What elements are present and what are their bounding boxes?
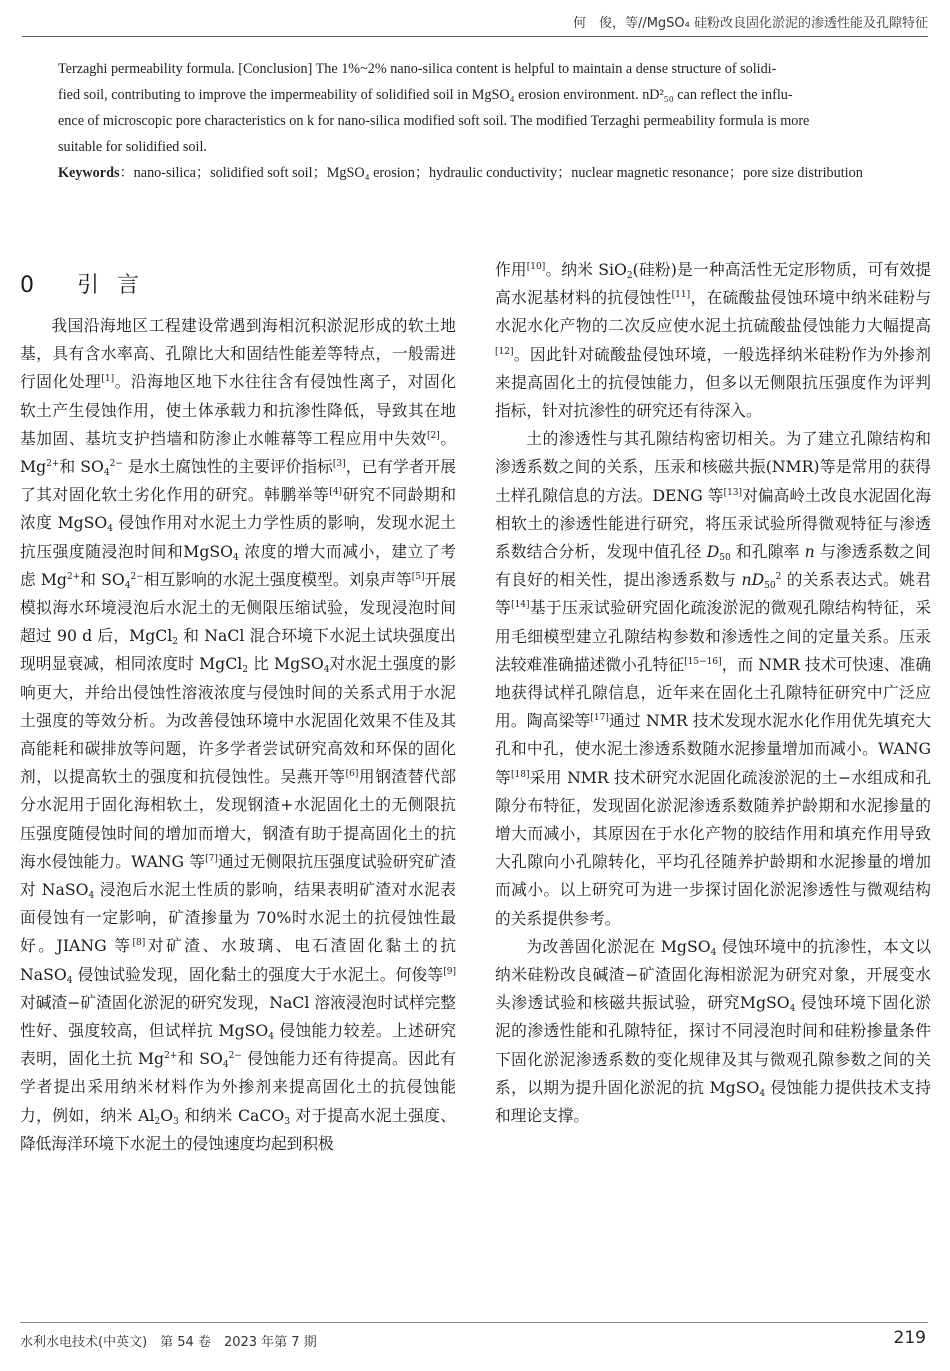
abstract-line: ence of microscopic pore characteristics on k for nano-silica modified soft soil. The modified Terzaghi permeability formula is more	[58, 113, 810, 129]
paragraph: 土的渗透性与其孔隙结构密切相关。为了建立孔隙结构和渗透系数之间的关系，压汞和核磁共振(NMR)等是常用的获得土样孔隙信息的方法。DENG 等[13]对偏高岭土改良水泥固化海相软土的渗透性能进行研究，将压汞试验所得微观特征与渗透系数结合分析，发现中值孔径 $D_{50}$ 和孔隙率 n 与渗透系数之间有良好的相关性，提出渗透系数与 $nD_{50}^2$ 的关系表达式。姚君等[14]基于压汞试验研究固化疏浚淤泥的微观孔隙结构特征，采用毛细模型建立孔隙结构参数和渗透性之间的定量关系。压汞法较难准确描述微小孔特征[15−16]，而 NMR 技术可快速、准确地获得试样孔隙信息，近年来在固化土孔隙特征研究中广泛应用。陶高梁等[17]通过 NMR 技术发现水泥水化作用优先填充大孔和中孔，使水泥土渗透系数随水泥掺量增加而减小。WANG 等[18]采用 NMR 技术研究水泥固化疏浚淤泥的土−水组成和孔隙分布特征，发现固化淤泥渗透系数随养护龄期和水泥掺量的增大而减小，其原因在于水化产物的胶结作用和填充作用导致大孔隙向小孔隙转化，平均孔径随养护龄期和水泥掺量的增加而减小。以上研究可为进一步探讨固化淤泥渗透性与微观结构的关系提供参考。	[495, 429, 932, 928]
paragraph: 我国沿海地区工程建设常遇到海相沉积淤泥形成的软土地基，具有含水率高、孔隙比大和固结性能差等特点，一般需进行固化处理[1]。沿海地区地下水往往含有侵蚀性离子，对固化软土产生侵蚀作用，使土体承载力和抗渗性降低，导致其在地基加固、基坑支护挡墙和防渗止水帷幕等工程应用中失效[2]。$Mg^{2+}$和 $SO_4^{2-}$ 是水土腐蚀性的主要评价指标[3]，已有学者开展了其对固化软土劣化作用的研究。韩鹏举等[4]研究不同龄期和浓度 MgSO$_4$ 侵蚀作用对水泥土力学性质的影响，发现水泥土抗压强度随浸泡时间和MgSO$_4$ 浓度的增大而减小，建立了考虑 $Mg^{2+}$和 $SO_4^{2-}$相互影响的水泥土强度模型。刘泉声等[5]开展模拟海水环境浸泡后水泥土的无侧限压缩试验，发现浸泡时间超过 90 d 后，MgCl$_2$ 和 NaCl 混合环境下水泥土试块强度出现明显衰减，相同浓度时 MgCl$_2$ 比 MgSO$_4$对水泥土强度的影响更大，并给出侵蚀性溶液浓度与侵蚀时间的关系式用于水泥土强度的等效分析。为改善侵蚀环境中水泥固化效果不佳及其高能耗和碳排放等问题，许多学者尝试研究高效和环保的固化剂，以提高软土的强度和抗侵蚀性。吴燕开等[6]用钢渣替代部分水泥用于固化海相软土，发现钢渣+水泥固化土的无侧限抗压强度随侵蚀时间的增加而增大，钢渣有助于提高固化土的抗海水侵蚀能力。WANG 等[7]通过无侧限抗压强度试验研究矿渣对 NaSO$_4$ 浸泡后水泥土性质的影响，结果表明矿渣对水泥表面侵蚀有一定影响，矿渣掺量为 70%时水泥土的抗侵蚀性最好。JIANG 等[8]对矿渣、水玻璃、电石渣固化黏土的抗 NaSO$_4$ 侵蚀试验发现，固化黏土的强度大于水泥土。何俊等[9]对碱渣−矿渣固化淤泥的研究发现，NaCl 溶液浸泡时试样完整性好、强度较高，但试样抗 MgSO$_4$ 侵蚀能力较差。上述研究表明，固化土抗 $Mg^{2+}$和 $SO_4^{2-}$ 侵蚀能力还有待提高。因此有学者提出采用纳米材料作为外掺剂来提高固化土的抗侵蚀能力，例如，纳米 $Al_2O_3$ 和纳米 CaCO$_3$ 对于提高水泥土强度、降低海洋环境下水泥土的侵蚀速度均起到积极	[20, 316, 457, 1153]
abstract-line: fied soil, contributing to improve the impermeability of solidified soil in MgSO₄ erosion environment. nD²₅₀ can reflect the influ-	[58, 87, 793, 103]
abstract-line: suitable for solidified soil.	[58, 139, 207, 155]
paragraph: 为改善固化淤泥在 MgSO$_4$ 侵蚀环境中的抗渗性，本文以纳米硅粉改良碱渣−矿渣固化海相淤泥为研究对象，开展变水头渗透试验和核磁共振试验，研究MgSO$_4$ 侵蚀环境下固化淤泥的渗透性能和孔隙特征，探讨不同浸泡时间和硅粉掺量条件下固化淤泥渗透系数的变化规律及其与微观孔隙参数之间的关系，以期为提升固化淤泥的抗 MgSO$_4$ 侵蚀能力提供技术支持和理论支撑。	[495, 936, 931, 1126]
section-title: 引言	[77, 273, 158, 298]
running-head: 何 俊，等//MgSO₄ 硅粉改良固化淤泥的渗透性能及孔隙特征	[572, 16, 928, 31]
keywords	[58, 160, 896, 186]
section-heading	[20, 268, 157, 299]
right-column	[495, 256, 931, 1130]
keywords-label: Keywords	[58, 165, 120, 181]
header-rule	[22, 36, 928, 37]
page-number: 219	[893, 1328, 926, 1348]
journal-info: 水利水电技术(中英文) 第 54 卷 2023 年第 7 期	[20, 1335, 317, 1350]
paragraph: 作用[10]。纳米 SiO$_2$(硅粉)是一种高活性无定形物质，可有效提高水泥基材料的抗侵蚀性[11]，在硫酸盐侵蚀环境中纳米硅粉与水泥水化产物的二次反应使水泥土抗硫酸盐侵蚀能力大幅提高[12]。因此针对硫酸盐侵蚀环境，一般选择纳米硅粉作为外掺剂来提高固化土的抗侵蚀能力，但多以无侧限抗压强度作为评判指标，针对抗渗性的研究还有待深入。	[495, 260, 932, 421]
abstract-line: Terzaghi permeability formula. [Conclusion] The 1%~2% nano-silica content is helpful to maintain a dense structure of solidi-	[58, 61, 777, 77]
keywords-text: ：nano-silica；solidified soft soil；MgSO₄ erosion；hydraulic conductivity；nuclear magnetic resonance；pore size distribution	[119, 165, 863, 181]
section-number: 0	[20, 273, 52, 298]
footer-rule	[20, 1322, 928, 1323]
english-abstract	[58, 56, 896, 186]
left-column	[20, 312, 456, 1158]
